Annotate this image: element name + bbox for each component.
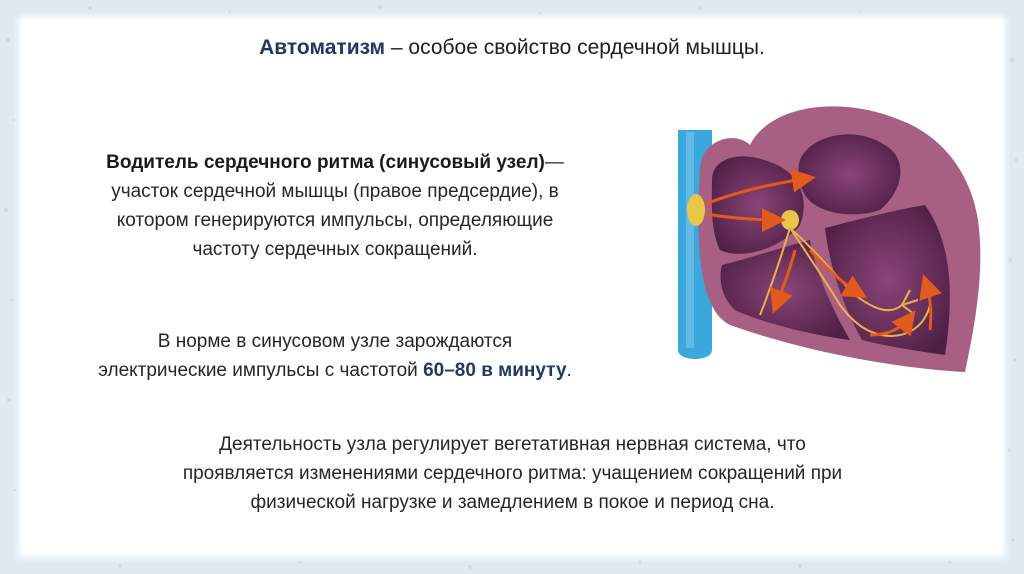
pacemaker-lead: Водитель сердечного ритма (синусовый узел) <box>106 152 545 173</box>
rate-line-1: В норме в синусовом узле зарождаются <box>157 331 513 352</box>
heart-conduction-illustration <box>640 100 985 375</box>
sinus-node <box>687 194 705 226</box>
pacemaker-line-1 <box>40 148 630 177</box>
pacemaker-dash: — <box>544 152 564 173</box>
title-bold: Автоматизм <box>259 36 386 59</box>
pacemaker-line-3: котором генерируются импульсы, определяющие <box>116 210 554 231</box>
rate-line-2-start: электрические импульсы с частотой <box>98 360 424 381</box>
pacemaker-paragraph <box>40 148 630 264</box>
title-rest: – особое свойство сердечной мышцы. <box>385 36 765 59</box>
slide-title <box>0 36 1024 60</box>
rate-line-2 <box>30 356 640 385</box>
pacemaker-line-4: частоту сердечных сокращений. <box>192 239 478 260</box>
regulation-line-1: Деятельность узла регулирует вегетативная нервная система, что <box>219 434 806 455</box>
av-node <box>781 210 799 230</box>
rate-line-2-end: . <box>566 360 572 381</box>
left-atrium <box>798 134 900 214</box>
regulation-line-3: физической нагрузке и замедлением в покое и период сна. <box>250 492 775 513</box>
rate-paragraph <box>30 327 640 385</box>
rate-value: 60–80 в минуту <box>423 360 567 381</box>
vena-cava-highlight <box>686 132 694 348</box>
regulation-line-2: проявляется изменениями сердечного ритма: учащением сокращений при <box>182 463 843 484</box>
pacemaker-line-2: участок сердечной мышцы (правое предсердие), в <box>111 181 559 202</box>
regulation-paragraph <box>60 430 965 517</box>
